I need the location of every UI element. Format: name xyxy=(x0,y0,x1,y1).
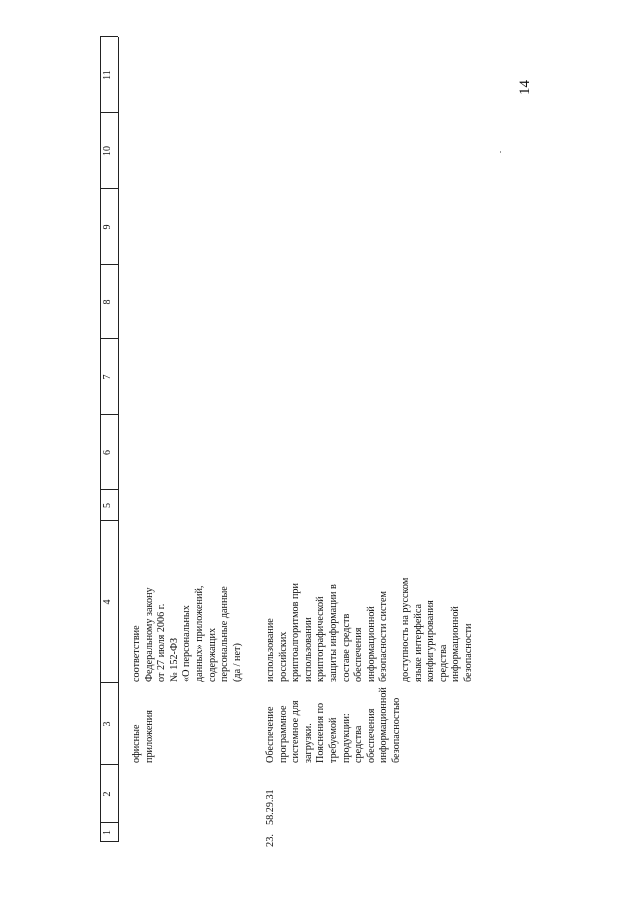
column-number: 9 xyxy=(102,224,113,230)
column-number: 7 xyxy=(102,374,113,380)
column-number: 11 xyxy=(102,70,113,80)
row-23-characteristic-2: доступность на русском языке интерфейса конфигурирования средства информационной безопасности xyxy=(400,577,474,682)
column-number: 10 xyxy=(102,146,113,156)
scan-speck xyxy=(500,151,501,153)
row-23-characteristic: использование российских криптоалгоритмов при использовании криптографической защиты информации в составе средств обеспечения информационной безопасности систем xyxy=(265,583,390,682)
column-number: 2 xyxy=(102,791,113,797)
row-1-name: офисные приложения xyxy=(131,710,155,763)
header-bottom-border xyxy=(118,37,119,842)
column-number: 8 xyxy=(102,299,113,305)
column-number: 5 xyxy=(102,503,113,508)
column-number: 6 xyxy=(102,450,113,455)
column-number: 4 xyxy=(102,599,113,605)
row-23-number: 23. xyxy=(265,834,276,847)
page-number: 14 xyxy=(517,80,533,95)
column-number: 3 xyxy=(102,721,113,727)
header-top-border xyxy=(100,37,101,842)
row-23-name: Обеспечение программное системное для загрузки. Пояснения по требуемой продукции: средства обеспечения информационной безопасностью xyxy=(265,687,402,763)
row-23-code: 58.29.31 xyxy=(265,789,276,825)
row-1-characteristic: соответствие Федеральному закону от 27 июля 2006 г. № 152-ФЗ «О персональных данных» приложений, содержащих персональные данные (да / нет) xyxy=(131,585,243,682)
column-number: 1 xyxy=(102,830,113,835)
